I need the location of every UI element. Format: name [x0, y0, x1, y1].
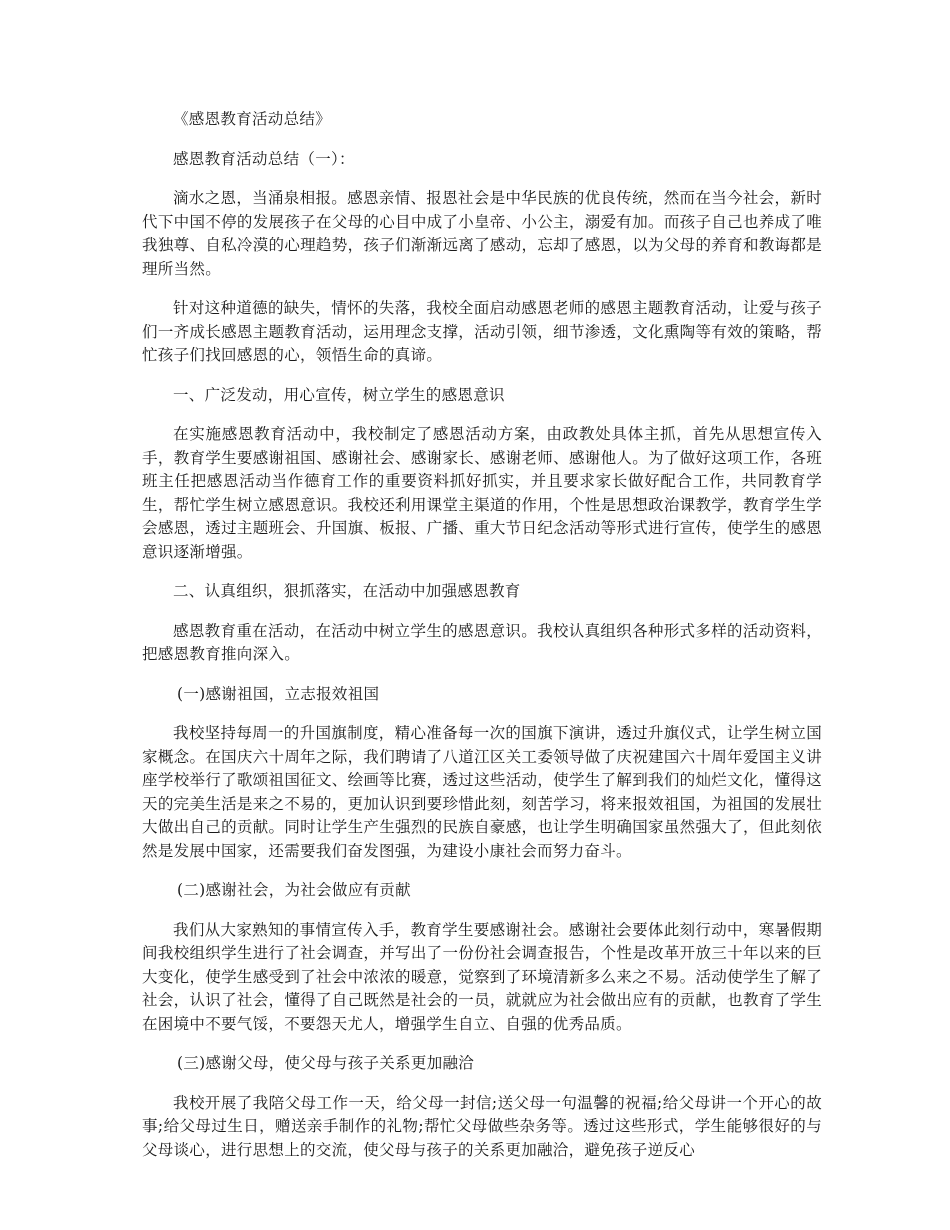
paragraph-subsection-2: 我们从大家熟知的事情宣传入手，教育学生要感谢社会。感谢社会要体此刻行动中，寒暑假期间我校组织学生进行了社会调查，并写出了一份份社会调查报告，个性是改革开放三十年以来的巨大变化，使学生感受到了社会中浓浓的暖意，觉察到了环境清新多么来之不易。活动使学生了解了社会，认识了社会，懂得了自己既然是社会的一员，就就应为社会做出应有的贡献，也教育了学生在困境中不要气馁，不要怨天尤人，增强学生自立、自强的优秀品质。 [142, 920, 822, 1033]
paragraph-section-2-intro: 感恩教育重在活动，在活动中树立学生的感恩意识。我校认真组织各种形式多样的活动资料，把感恩教育推向深入。 [142, 621, 822, 663]
paragraph-subsection-1: 我校坚持每周一的升国旗制度，精心准备每一次的国旗下演讲，透过升旗仪式，让学生树立国家概念。在国庆六十周年之际，我们聘请了八道江区关工委领导做了庆祝建国六十周年爱国主义讲座学校举行了歌颂祖国征文、绘画等比赛，透过这些活动，使学生了解到我们的灿烂文化，懂得这天的完美生活是来之不易的，更加认识到要珍惜此刻，刻苦学习，将来报效祖国，为祖国的发展壮大做出自己的贡献。同时让学生产生强烈的民族自豪感，也让学生明确国家虽然强大了，但此刻依然是发展中国家，还需要我们奋发图强，为建设小康社会而努力奋斗。 [142, 724, 822, 860]
paragraph-subsection-3: 我校开展了我陪父母工作一天，给父母一封信;送父母一句温馨的祝福;给父母讲一个开心的故事;给父母过生日，赠送亲手制作的礼物;帮忙父母做些杂务等。透过这些形式，学生能够很好的与父母谈心，进行思想上的交流，使父母与孩子的关系更加融洽，避免孩子逆反心 [142, 1093, 822, 1159]
subsection-heading-2: (二)感谢社会，为社会做应有贡献 [177, 881, 411, 899]
subsection-heading-1: (一)感谢祖国，立志报效祖国 [177, 684, 380, 703]
section-heading-2: 二、认真组织，狠抓落实，在活动中加强感恩教育 [173, 582, 521, 600]
subsection-heading-3: (三)感谢父母，使父母与孩子关系更加融洽 [177, 1054, 475, 1072]
paragraph-intro: 滴水之恩，当涌泉相报。感恩亲情、报恩社会是中华民族的优良传统，然而在当今社会，新时代下中国不停的发展孩子在父母的心目中成了小皇帝、小公主，溺爱有加。而孩子自己也养成了唯我独尊、自私冷漠的心理趋势，孩子们渐渐远离了感动，忘却了感恩，以为父母的养育和教诲都是理所当然。 [142, 189, 822, 278]
paragraph-section-1: 在实施感恩教育活动中，我校制定了感恩活动方案，由政教处具体主抓，首先从思想宣传入手，教育学生要感谢祖国、感谢社会、感谢家长、感谢老师、感谢他人。为了做好这项工作，各班班主任把感恩活动当作德育工作的重要资料抓好抓实，并且要求家长做好配合工作，共同教育学生，帮忙学生树立感恩意识。我校还利用课堂主渠道的作用，个性是思想政治课教学，教育学生学会感恩，透过主题班会、升国旗、板报、广播、重大节日纪念活动等形式进行宣传，使学生的感恩意识逐渐增强。 [142, 425, 822, 561]
document-body [142, 108, 822, 1176]
section-heading-1: 一、广泛发动，用心宣传，树立学生的感恩意识 [173, 385, 505, 404]
document-title: 《感恩教育活动总结》 [173, 110, 332, 128]
document-subtitle: 感恩教育活动总结（一）： [173, 149, 355, 168]
paragraph-strategy: 针对这种道德的缺失，情怀的失落，我校全面启动感恩老师的感恩主题教育活动，让爱与孩子们一齐成长感恩主题教育活动，运用理念支撑，活动引领，细节渗透，文化熏陶等有效的策略，帮忙孩子们找回感恩的心，领悟生命的真谛。 [142, 299, 822, 364]
